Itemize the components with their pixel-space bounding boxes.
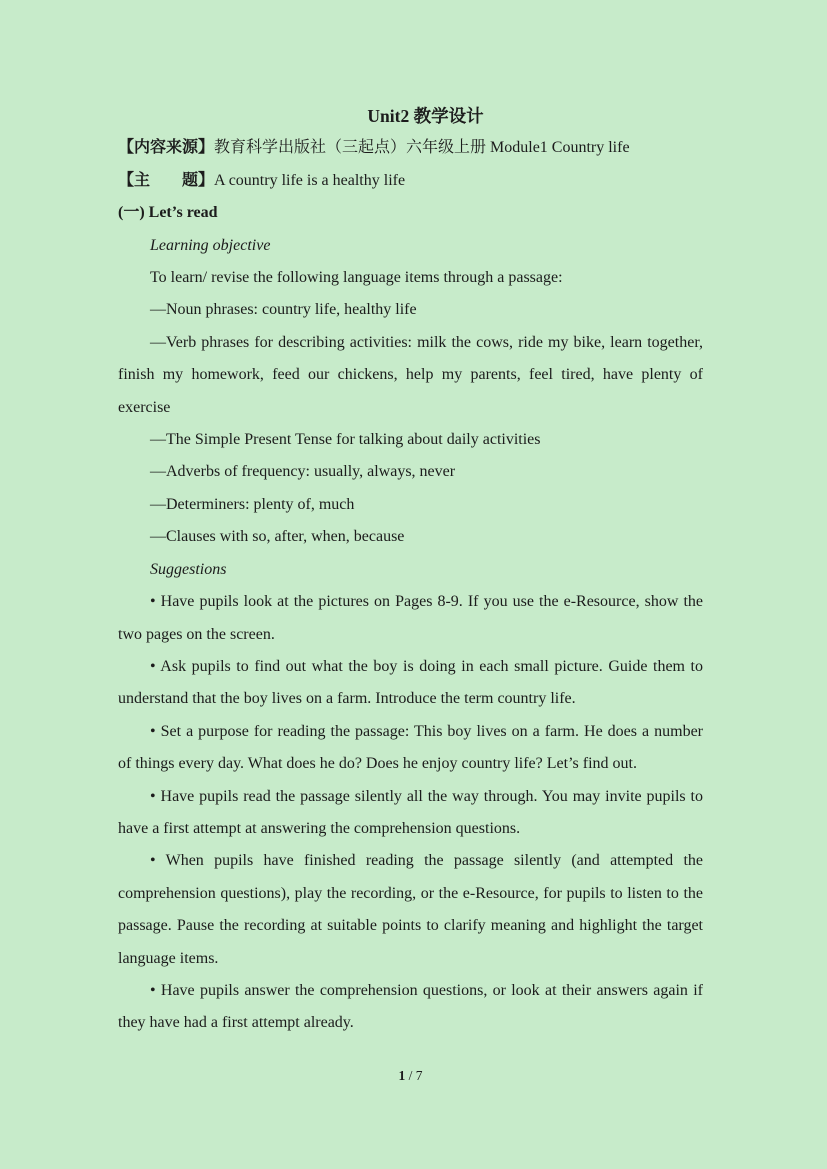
- topic-text: A country life is a healthy life: [214, 171, 406, 189]
- suggestion-item: • Have pupils answer the comprehension questions, or look at their answers again if they have had a first attempt already.: [118, 981, 703, 1032]
- page-number: 1: [398, 1068, 406, 1083]
- suggestion-item: • Set a purpose for reading the passage: This boy lives on a farm. He does a number of things every day. What does he do? Does he enjoy country life? Let’s find out.: [118, 722, 703, 773]
- topic-line: [118, 165, 703, 197]
- language-item: —Clauses with so, after, when, because: [150, 528, 405, 546]
- learning-objective-heading: Learning objective: [150, 236, 271, 254]
- objective-intro: To learn/ revise the following language items through a passage:: [150, 269, 563, 287]
- suggestion-item: • When pupils have finished reading the passage silently (and attempted the comprehension questions), play the recording, or the e-Resource, for pupils to listen to the passage. Pause the recording at suitable points to clarify meaning and highlight the target language items.: [118, 852, 703, 967]
- page-number-separator: /: [405, 1068, 416, 1083]
- topic-label: 【主 题】: [118, 171, 215, 189]
- language-item: —The Simple Present Tense for talking about daily activities: [150, 431, 541, 449]
- source-label: 【内容来源】: [118, 139, 215, 157]
- section-heading: (一) Let’s read: [118, 204, 218, 222]
- language-item: —Verb phrases for describing activities: milk the cows, ride my bike, learn together, finish my homework, feed our chickens, help my parents, feel tired, have plenty of exercise: [118, 333, 703, 416]
- page-total: 7: [415, 1068, 423, 1083]
- suggestion-item: • Ask pupils to find out what the boy is doing in each small picture. Guide them to understand that the boy lives on a farm. Introduce the term country life.: [118, 657, 703, 708]
- page-footer: [118, 1066, 703, 1086]
- document-content: [118, 100, 703, 1040]
- source-line: [118, 132, 703, 164]
- language-item: —Adverbs of frequency: usually, always, never: [150, 463, 456, 481]
- page-title: Unit2 教学设计: [367, 106, 484, 126]
- language-item: —Noun phrases: country life, healthy life: [150, 301, 417, 319]
- suggestion-item: • Have pupils look at the pictures on Pages 8-9. If you use the e-Resource, show the two pages on the screen.: [118, 593, 703, 643]
- suggestions-heading: Suggestions: [150, 560, 227, 578]
- source-text: 教育科学出版社（三起点）六年级上册 Module1 Country life: [214, 139, 630, 157]
- suggestion-item: • Have pupils read the passage silently all the way through. You may invite pupils to have a first attempt at answering the comprehension questions.: [118, 787, 703, 837]
- language-item: —Determiners: plenty of, much: [150, 495, 355, 513]
